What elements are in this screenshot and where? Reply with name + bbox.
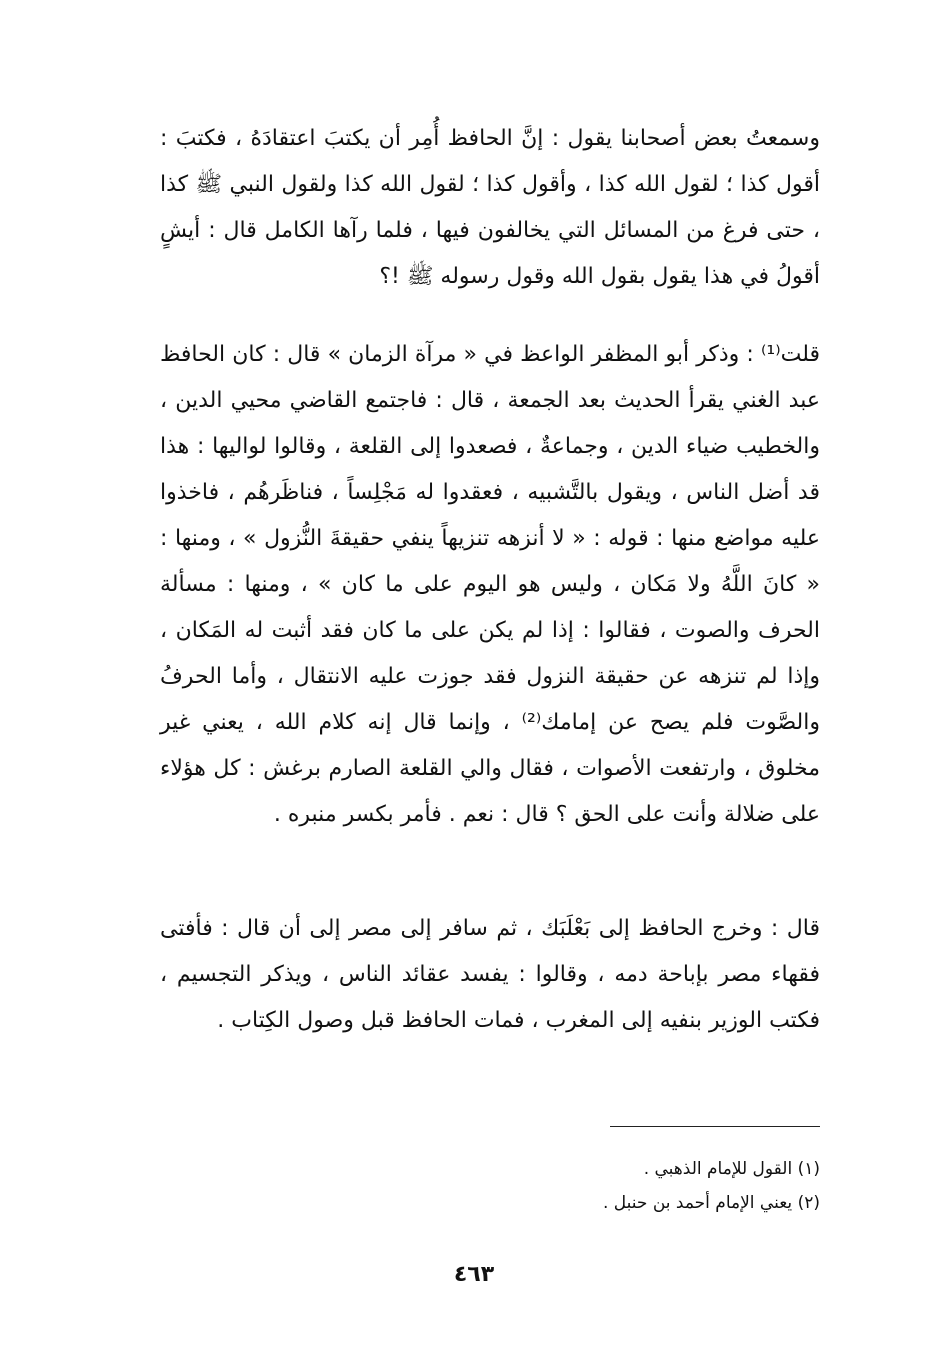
footnotes-list <box>400 1152 820 1220</box>
body-paragraph-2: قلت⁽¹⁾ : وذكر أبو المظفر الواعظ في « مرآة الزمان » قال : كان الحافظ عبد الغني يقرأ الحديث بعد الجمعة ، قال : فاجتمع القاضي محيي الدين ، والخطيب ضياء الدين ، وجماعةٌ ، فصعدوا إلى القلعة ، وقالوا لواليها : هذا قد أضل الناس ، ويقول بالتَّشبيه ، فعقدوا له مَجْلِساً ، فناظَرهُم ، فاخذوا عليه مواضع منها : قوله : « لا أنزهه تنزيهاً ينفي حقيقةَ النُّزول » ، ومنها : « كانَ اللَّهُ ولا مَكان ، وليس هو اليوم على ما كان » ، ومنها : مسألة الحرف والصوت ، فقالوا : إذا لم يكن على ما كان فقد أثبت له المَكان ، وإذا لم تنزهه عن حقيقة النزول فقد جوزت عليه الانتقال ، وأما الحرفُ والصَّوت فلم يصح عن إمامك⁽²⁾ ، وإنما قال إنه كلام الله ، يعني غير مخلوق ، وارتفعت الأصوات ، فقال والي القلعة الصارم برغش : كل هؤلاء على ضلالة وأنت على الحق ؟ قال : نعم . فأمر بكسر منبره . <box>160 342 820 827</box>
page-number: ٤٦٣ <box>453 1262 495 1287</box>
footnote-separator <box>610 1126 820 1127</box>
body-paragraph-1: وسمعتُ بعض أصحابنا يقول : إنَّ الحافظ أُمِر أن يكتبَ اعتقادَهُ ، فكتبَ : أقول كذا ؛ لقول الله كذا ، وأقول كذا ؛ لقول الله كذا ولقول النبي ﷺ كذا ، حتى فرغ من المسائل التي يخالفون فيها ، فلما رآها الكامل قال : أيشٍ أقولُ في هذا يقول بقول الله وقول رسوله ﷺ !؟ <box>160 126 820 289</box>
body-paragraph-3: قال : وخرج الحافظ إلى بَعْلَبَك ، ثم سافر إلى مصر إلى أن قال : فأفتى فقهاء مصر بإباحة دمه ، وقالوا : يفسد عقائد الناس ، ويذكر التجسيم ، فكتب الوزير بنفيه إلى المغرب ، فمات الحافظ قبل وصول الكِتاب . <box>160 916 820 1033</box>
footnote-1: (١) القول للإمام الذهبي . <box>643 1159 820 1179</box>
footnote-2: (٢) يعني الإمام أحمد بن حنبل . <box>602 1193 820 1213</box>
